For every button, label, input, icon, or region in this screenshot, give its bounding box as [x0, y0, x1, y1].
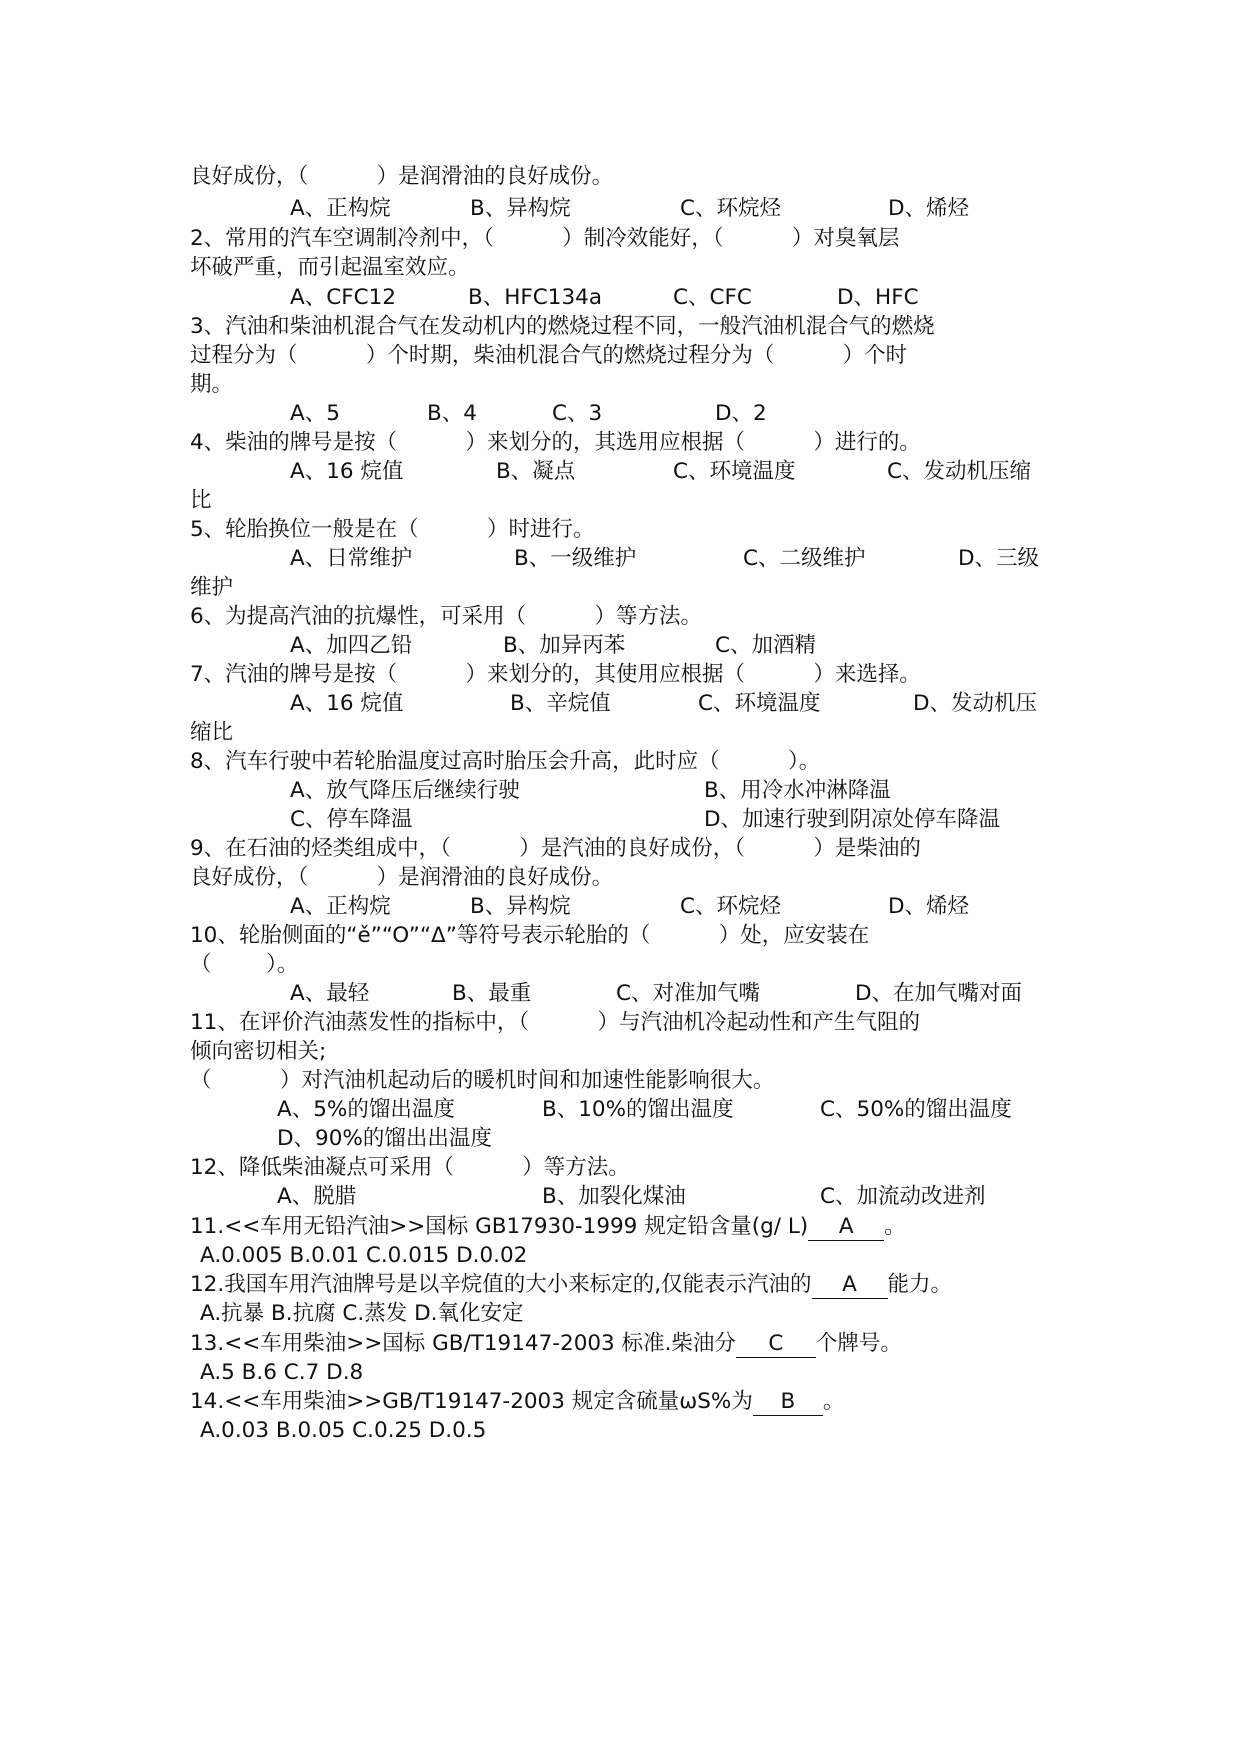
option: C、环烷烃: [680, 196, 782, 221]
option: C、二级维护: [743, 546, 866, 571]
option: B、异构烷: [470, 196, 571, 221]
option: A、日常维护: [290, 546, 413, 571]
option: B、加裂化煤油: [542, 1184, 686, 1209]
option: B、最重: [452, 981, 532, 1006]
option: C、停车降温: [290, 807, 413, 832]
option: B、一级维护: [514, 546, 637, 571]
option: C、环境温度: [698, 691, 821, 716]
text-line: 倾向密切相关;: [190, 1039, 327, 1064]
question-line: 2、常用的汽车空调制冷剂中，（ ）制冷效能好，（ ）对臭氧层: [190, 226, 900, 251]
option: A、放气降压后继续行驶: [290, 778, 520, 803]
option: C、发动机压缩: [887, 459, 1032, 484]
question-suffix: 。: [822, 1389, 845, 1414]
option: C、环烷烃: [680, 894, 782, 919]
question-line: 7、汽油的牌号是按（ ）来划分的，其使用应根据（ ）来选择。: [190, 662, 921, 687]
question-line: 8、汽车行驶中若轮胎温度过高时胎压会升高，此时应（ ）。: [190, 749, 821, 774]
option: D、90%的馏出出温度: [277, 1126, 492, 1151]
option: B、异构烷: [470, 894, 571, 919]
option: B、HFC134a: [468, 285, 603, 310]
text-line: 维护: [190, 575, 234, 600]
options-row: A.0.03 B.0.05 C.0.25 D.0.5: [200, 1418, 487, 1443]
answer-blank: C: [736, 1331, 816, 1358]
option: A、正构烷: [290, 196, 391, 221]
text-line: （ ）。: [190, 952, 299, 977]
option: D、发动机压: [913, 691, 1038, 716]
text-line: 良好成份，（ ）是润滑油的良好成份。: [190, 865, 614, 890]
options-row: [277, 1180, 1147, 1213]
option: D、三级: [958, 546, 1040, 571]
option: A、脱腊: [277, 1184, 357, 1209]
options-row: A.0.005 B.0.01 C.0.015 D.0.02: [200, 1243, 528, 1268]
answer-blank: A: [808, 1214, 884, 1241]
text-line: 期。: [190, 372, 234, 397]
text-line: 良好成份，（ ）是润滑油的良好成份。: [190, 164, 614, 189]
question-suffix: 。: [884, 1214, 906, 1239]
question-line: 12、降低柴油凝点可采用（ ）等方法。: [190, 1155, 630, 1180]
text-line: 坏破严重，而引起温室效应。: [190, 255, 470, 280]
question-text: 12.我国车用汽油牌号是以辛烷值的大小来标定的,仅能表示汽油的: [190, 1272, 812, 1297]
question-text: 11.<<车用无铅汽油>>国标 GB17930-1999 规定铅含量(g/ L): [190, 1214, 809, 1239]
options-row: A.5 B.6 C.7 D.8: [200, 1360, 364, 1385]
option: A、最轻: [290, 981, 370, 1006]
question-line: 4、柴油的牌号是按（ ）来划分的，其选用应根据（ ）进行的。: [190, 430, 921, 455]
option: D、加速行驶到阴凉处停车降温: [704, 807, 1001, 832]
question-line: 6、为提高汽油的抗爆性，可采用（ ）等方法。: [190, 604, 703, 629]
option: B、凝点: [496, 459, 576, 484]
question-suffix: 能力。: [887, 1272, 953, 1297]
option: C、CFC: [673, 285, 752, 310]
option: D、HFC: [837, 285, 919, 310]
option: A、5%的馏出温度: [277, 1097, 455, 1122]
option: A、16 烷值: [290, 691, 404, 716]
answer-blank: A: [812, 1272, 888, 1299]
option: C、对准加气嘴: [616, 981, 761, 1006]
options-row: [290, 192, 1160, 225]
text-line: （ ）对汽油机起动后的暖机时间和加速性能影响很大。: [190, 1068, 775, 1093]
option: B、10%的馏出温度: [542, 1097, 734, 1122]
option: B、加异丙苯: [503, 633, 626, 658]
question-line: 10、轮胎侧面的“ě”“O”“Δ”等符号表示轮胎的（ ）处，应安装在: [190, 923, 870, 948]
option: B、用冷水冲淋降温: [704, 778, 891, 803]
question-suffix: 个牌号。: [815, 1331, 902, 1356]
text-line: 缩比: [190, 720, 234, 745]
option: D、烯烃: [888, 196, 970, 221]
question-line: 11、在评价汽油蒸发性的指标中，（ ）与汽油机冷起动性和产生气阻的: [190, 1010, 920, 1035]
question-text: 14.<<车用柴油>>GB/T19147-2003 规定含硫量ωS%为: [190, 1389, 753, 1414]
option: C、环境温度: [673, 459, 796, 484]
question-line: 3、汽油和柴油机混合气在发动机内的燃烧过程不同，一般汽油机混合气的燃烧: [190, 314, 935, 339]
question-text: 13.<<车用柴油>>国标 GB/T19147-2003 标准.柴油分: [190, 1331, 736, 1356]
question-line: 5、轮胎换位一般是在（ ）时进行。: [190, 517, 595, 542]
options-row: A.抗暴 B.抗腐 C.蒸发 D.氧化安定: [200, 1301, 524, 1326]
option: D、2: [715, 401, 767, 426]
option: B、辛烷值: [510, 691, 611, 716]
option: A、5: [290, 401, 340, 426]
text-line: 过程分为（ ）个时期，柴油机混合气的燃烧过程分为（ ）个时: [190, 343, 908, 368]
option: D、在加气嘴对面: [855, 981, 1023, 1006]
option: B、4: [427, 401, 477, 426]
option: A、16 烷值: [290, 459, 404, 484]
option: C、3: [552, 401, 603, 426]
text-line: 比: [190, 488, 212, 513]
option: C、加流动改进剂: [820, 1184, 986, 1209]
option: C、加酒精: [715, 633, 817, 658]
option: A、加四乙铅: [290, 633, 413, 658]
question-line: 9、在石油的烃类组成中，（ ）是汽油的良好成份，（ ）是柴油的: [190, 836, 921, 861]
answer-blank: B: [753, 1389, 823, 1416]
option: A、CFC12: [290, 285, 396, 310]
option: A、正构烷: [290, 894, 391, 919]
option: C、50%的馏出温度: [820, 1097, 1012, 1122]
option: D、烯烃: [888, 894, 970, 919]
